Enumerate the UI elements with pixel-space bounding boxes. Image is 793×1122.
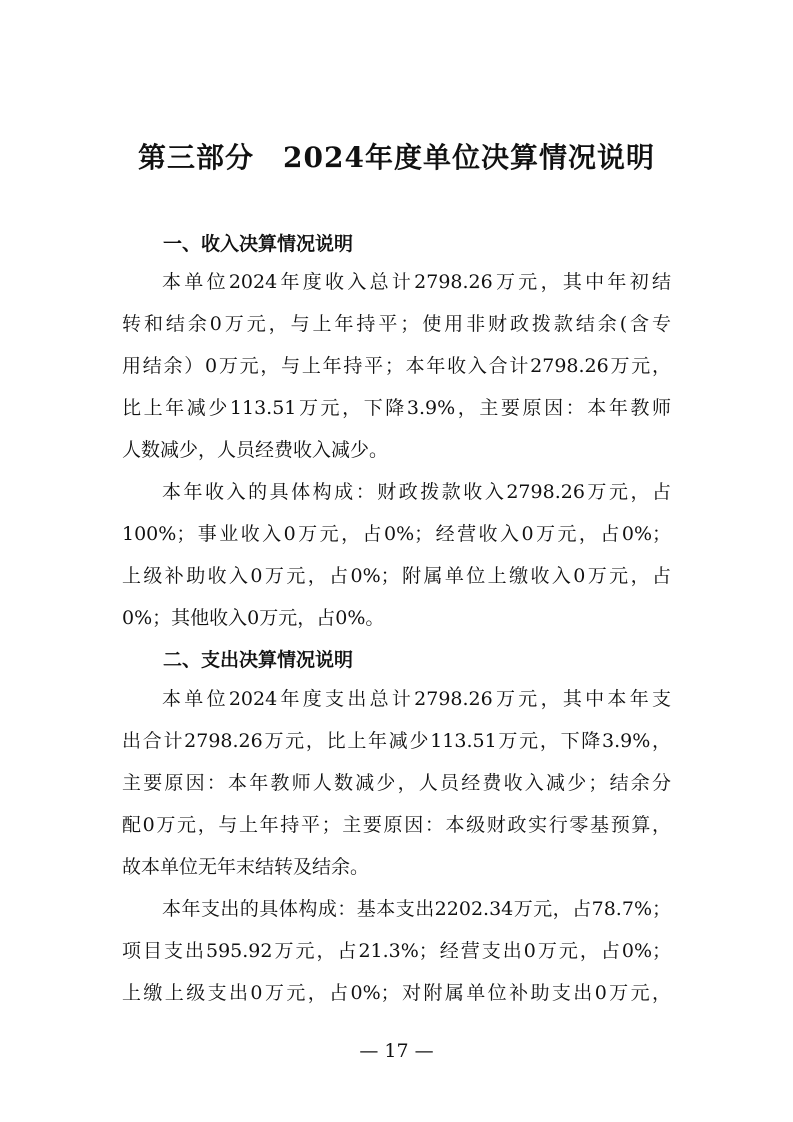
paragraph-line: 本年支出的具体构成：基本支出2202.34万元，占78.7%； <box>162 898 671 920</box>
paragraph-line: 主要原因：本年教师人数减少，人员经费收入减少；结余分 <box>122 772 671 794</box>
section-heading-income: 一、收入决算情况说明 <box>163 233 354 255</box>
paragraph-line: 用结余）0万元，与上年持平；本年收入合计2798.26万元， <box>122 355 671 377</box>
page-title: 第三部分 2024年度单位决算情况说明 <box>138 141 655 174</box>
paragraph-line: 转和结余0万元，与上年持平；使用非财政拨款结余(含专 <box>122 313 671 335</box>
paragraph-line: 100%；事业收入0万元，占0%；经营收入0万元，占0%； <box>122 523 671 545</box>
paragraph-line: 出合计2798.26万元，比上年减少113.51万元，下降3.9%， <box>122 730 671 752</box>
paragraph-line: 本年收入的具体构成：财政拨款收入2798.26万元，占 <box>162 481 671 503</box>
paragraph-line: 本单位2024年度收入总计2798.26万元，其中年初结 <box>162 271 671 293</box>
page-number: — 17 — <box>359 1040 434 1062</box>
paragraph-line: 0%；其他收入0万元，占0%。 <box>122 607 385 629</box>
paragraph-line: 比上年减少113.51万元，下降3.9%，主要原因：本年教师 <box>122 397 671 419</box>
paragraph-line: 人数减少，人员经费收入减少。 <box>122 439 389 461</box>
paragraph-line: 本单位2024年度支出总计2798.26万元，其中本年支 <box>162 688 671 710</box>
paragraph-line: 上级补助收入0万元，占0%；附属单位上缴收入0万元，占 <box>122 565 671 587</box>
paragraph-line: 故本单位无年末结转及结余。 <box>122 856 370 878</box>
paragraph-line: 上缴上级支出0万元，占0%；对附属单位补助支出0万元， <box>122 982 671 1004</box>
section-heading-expenditure: 二、支出决算情况说明 <box>163 649 354 671</box>
paragraph-line: 配0万元，与上年持平；主要原因：本级财政实行零基预算， <box>122 814 671 836</box>
paragraph-line: 项目支出595.92万元，占21.3%；经营支出0万元，占0%； <box>122 940 671 962</box>
